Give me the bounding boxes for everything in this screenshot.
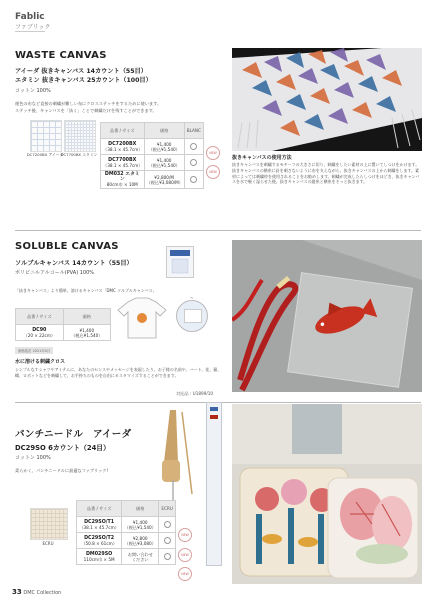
swatch-label-dc7700bx: DC7700BX エタミン — [60, 152, 98, 157]
page-footer — [12, 588, 61, 596]
new-badge: NEW — [178, 528, 192, 542]
section-header-subtitle: ファブリック — [15, 24, 51, 31]
item-price: ¥1,400 — [79, 327, 95, 333]
item-size: 110cm巾 × 5M — [83, 556, 115, 562]
item-price-tax: （税込¥1,540） — [124, 524, 156, 530]
waste-line-etamine: エタミン 抜きキャンバス 25カウント（100目） — [15, 77, 152, 84]
item-price: ¥1,400 — [132, 519, 148, 525]
item-price-tax: （税込¥1,540） — [71, 332, 103, 338]
waste-spec-table — [100, 122, 204, 189]
swatch-label-dc7200bx: DC7200BX アイーダ — [26, 152, 64, 157]
waste-line-aida: アイーダ 抜きキャンバス 14カウント（55目） — [15, 68, 147, 75]
section-divider — [15, 230, 421, 231]
item-price: ¥2,800 — [132, 535, 148, 541]
usage-text: 抜きキャンバスを刺繍するモチーフの大きさに切り、刺繍をしたい素材の上に置いてしつけをかけます。抜きキャンバスの横糸に針を刺さないように布を支えながら、抜きキャンバスの上から刺繍をします。素材によっては刺繍枠を使用されることをお勧めします。刺繍が完成したらしつけをほどき、抜きキャンバスを水で軽く湿らせた後、抜きキャンバスの縦糸と横糸をそっと抜きます。 — [232, 162, 420, 185]
item-code: DC29SO/T2 — [84, 535, 115, 541]
soluble-spec-table — [15, 308, 111, 341]
item-price-tax: ください — [131, 556, 149, 562]
waste-canvas-photo — [232, 48, 422, 151]
waste-desc-1: 運色の布など直接の刺繍が難しい布にクロスステッチをするために使います。 — [15, 101, 162, 106]
item-size: （50.8 × 61cm） — [81, 540, 117, 546]
item-size: （38.1 × 45.7cm） — [79, 524, 119, 530]
new-badge: NEW — [206, 146, 220, 160]
item-price-tax: （税込¥3,080） — [124, 540, 156, 546]
availability-dot — [164, 553, 171, 560]
col-header-item: 品番 / サイズ — [16, 309, 64, 325]
footer-brand: DMC Collection — [23, 590, 62, 596]
section-header-title: Fablic — [15, 12, 45, 22]
punch-package-image — [206, 402, 222, 566]
availability-dot — [190, 176, 197, 183]
swatch-dc7700bx — [64, 120, 96, 152]
col-header-item: 品番 / サイズ — [101, 123, 145, 139]
table-row — [101, 155, 204, 171]
swatch-dc7200bx — [30, 120, 62, 152]
item-size: （20 × 22cm） — [23, 332, 56, 338]
water-arrow-icon: → — [190, 296, 193, 300]
waste-canvas-title: WASTE CANVAS — [15, 50, 107, 61]
col-header-color: BLANC — [184, 123, 203, 139]
punch-material: コットン 100% — [15, 455, 51, 461]
punch-needle-title: パンチニードル アイーダ — [15, 429, 132, 440]
punch-spec-table — [76, 500, 176, 565]
item-size: （38.1 × 45.7cm） — [103, 146, 143, 152]
waste-desc-2: ステッチ後、キャンバスを「抜く」ことで刺繍だけを残すことができます。 — [15, 108, 157, 113]
table-row — [16, 325, 111, 341]
item-price-tax: （税込¥1,540） — [148, 162, 180, 168]
swatch-ecru — [30, 508, 68, 540]
item-code: DC29SO/T1 — [84, 519, 115, 525]
item-code: DM029SO — [85, 551, 113, 557]
soluble-canvas-photo — [232, 240, 422, 392]
punch-desc: 柔らかく、パンチニードルに最適なファブリック! — [15, 468, 109, 473]
soluble-line: ソルブルキャンバス 14カウント（55目） — [15, 260, 133, 267]
soluble-desc: 「抜きキャンバス」より簡単、溶けるキャンバス「DMC ソルブルキャンバス」 — [15, 288, 157, 293]
water-bowl-illustration — [176, 300, 208, 332]
punch-pillows-photo — [232, 404, 422, 584]
availability-dot — [190, 159, 197, 166]
item-code: DC90 — [32, 327, 47, 333]
waste-material: コットン 100% — [15, 88, 51, 94]
item-price-tax: （税込¥3,080/M） — [146, 179, 183, 185]
soluble-material: ポリビニルアルコール(PVA) 100% — [15, 270, 95, 276]
item-price: ¥2,800/M — [154, 174, 174, 180]
item-price: お問い合わせ — [127, 551, 153, 557]
col-header-color: ECRU — [159, 501, 176, 517]
availability-dot — [164, 537, 171, 544]
punch-line: DC29SO 6カウント（24目） — [15, 444, 110, 452]
price-revision-badge: 価格改訂 2021年4月 — [15, 347, 53, 354]
item-code: DM032 エタミン — [104, 172, 140, 182]
table-row — [77, 533, 176, 549]
new-badge: NEW — [178, 548, 192, 562]
item-price: ¥1,400 — [156, 157, 172, 163]
col-header-item: 品番 / サイズ — [77, 501, 122, 517]
new-badge: NEW — [206, 165, 220, 179]
new-badge: NEW — [178, 567, 192, 581]
dissolve-title: 水に溶ける刺繍クロス — [15, 359, 66, 365]
table-row — [77, 517, 176, 533]
item-size: 80cm巾 × 10M — [106, 182, 138, 187]
compatible-item-note: 対応品 : U1899/10 — [176, 391, 214, 396]
table-row — [77, 549, 176, 565]
availability-dot — [190, 143, 197, 150]
table-row — [101, 171, 204, 189]
col-header-price: 価格 — [122, 501, 159, 517]
soluble-canvas-title: SOLUBLE CANVAS — [15, 241, 119, 252]
availability-dot — [164, 521, 171, 528]
tshirt-illustration — [112, 296, 172, 340]
item-price-tax: （税込¥1,540） — [148, 146, 180, 152]
item-price: ¥1,400 — [156, 141, 172, 147]
table-row — [101, 139, 204, 155]
col-header-price: 価格 — [144, 123, 184, 139]
usage-title: 抜きキャンバスの使用方法 — [232, 155, 292, 161]
page-number: 33 — [12, 588, 22, 596]
header-divider — [15, 31, 45, 32]
item-code: DC7700BX — [108, 157, 137, 163]
swatch-label-ecru: ECRU — [42, 541, 54, 546]
item-code: DC7200BX — [108, 141, 137, 147]
soluble-package-image — [166, 246, 194, 278]
item-size: （38.1 × 45.7cm） — [103, 162, 143, 168]
punch-needle-tool-image — [148, 402, 204, 502]
col-header-price: 価格 — [63, 309, 110, 325]
dissolve-text: シンプルなＴシャツやアイテムに、あなたのセンスやメッセージを表現したり、お子様の名前や、ハート、花、猫、蝶、ロボットなどを刺繍して、お手持ちのものを自由にカスタマイズすることができます。 — [15, 367, 222, 378]
